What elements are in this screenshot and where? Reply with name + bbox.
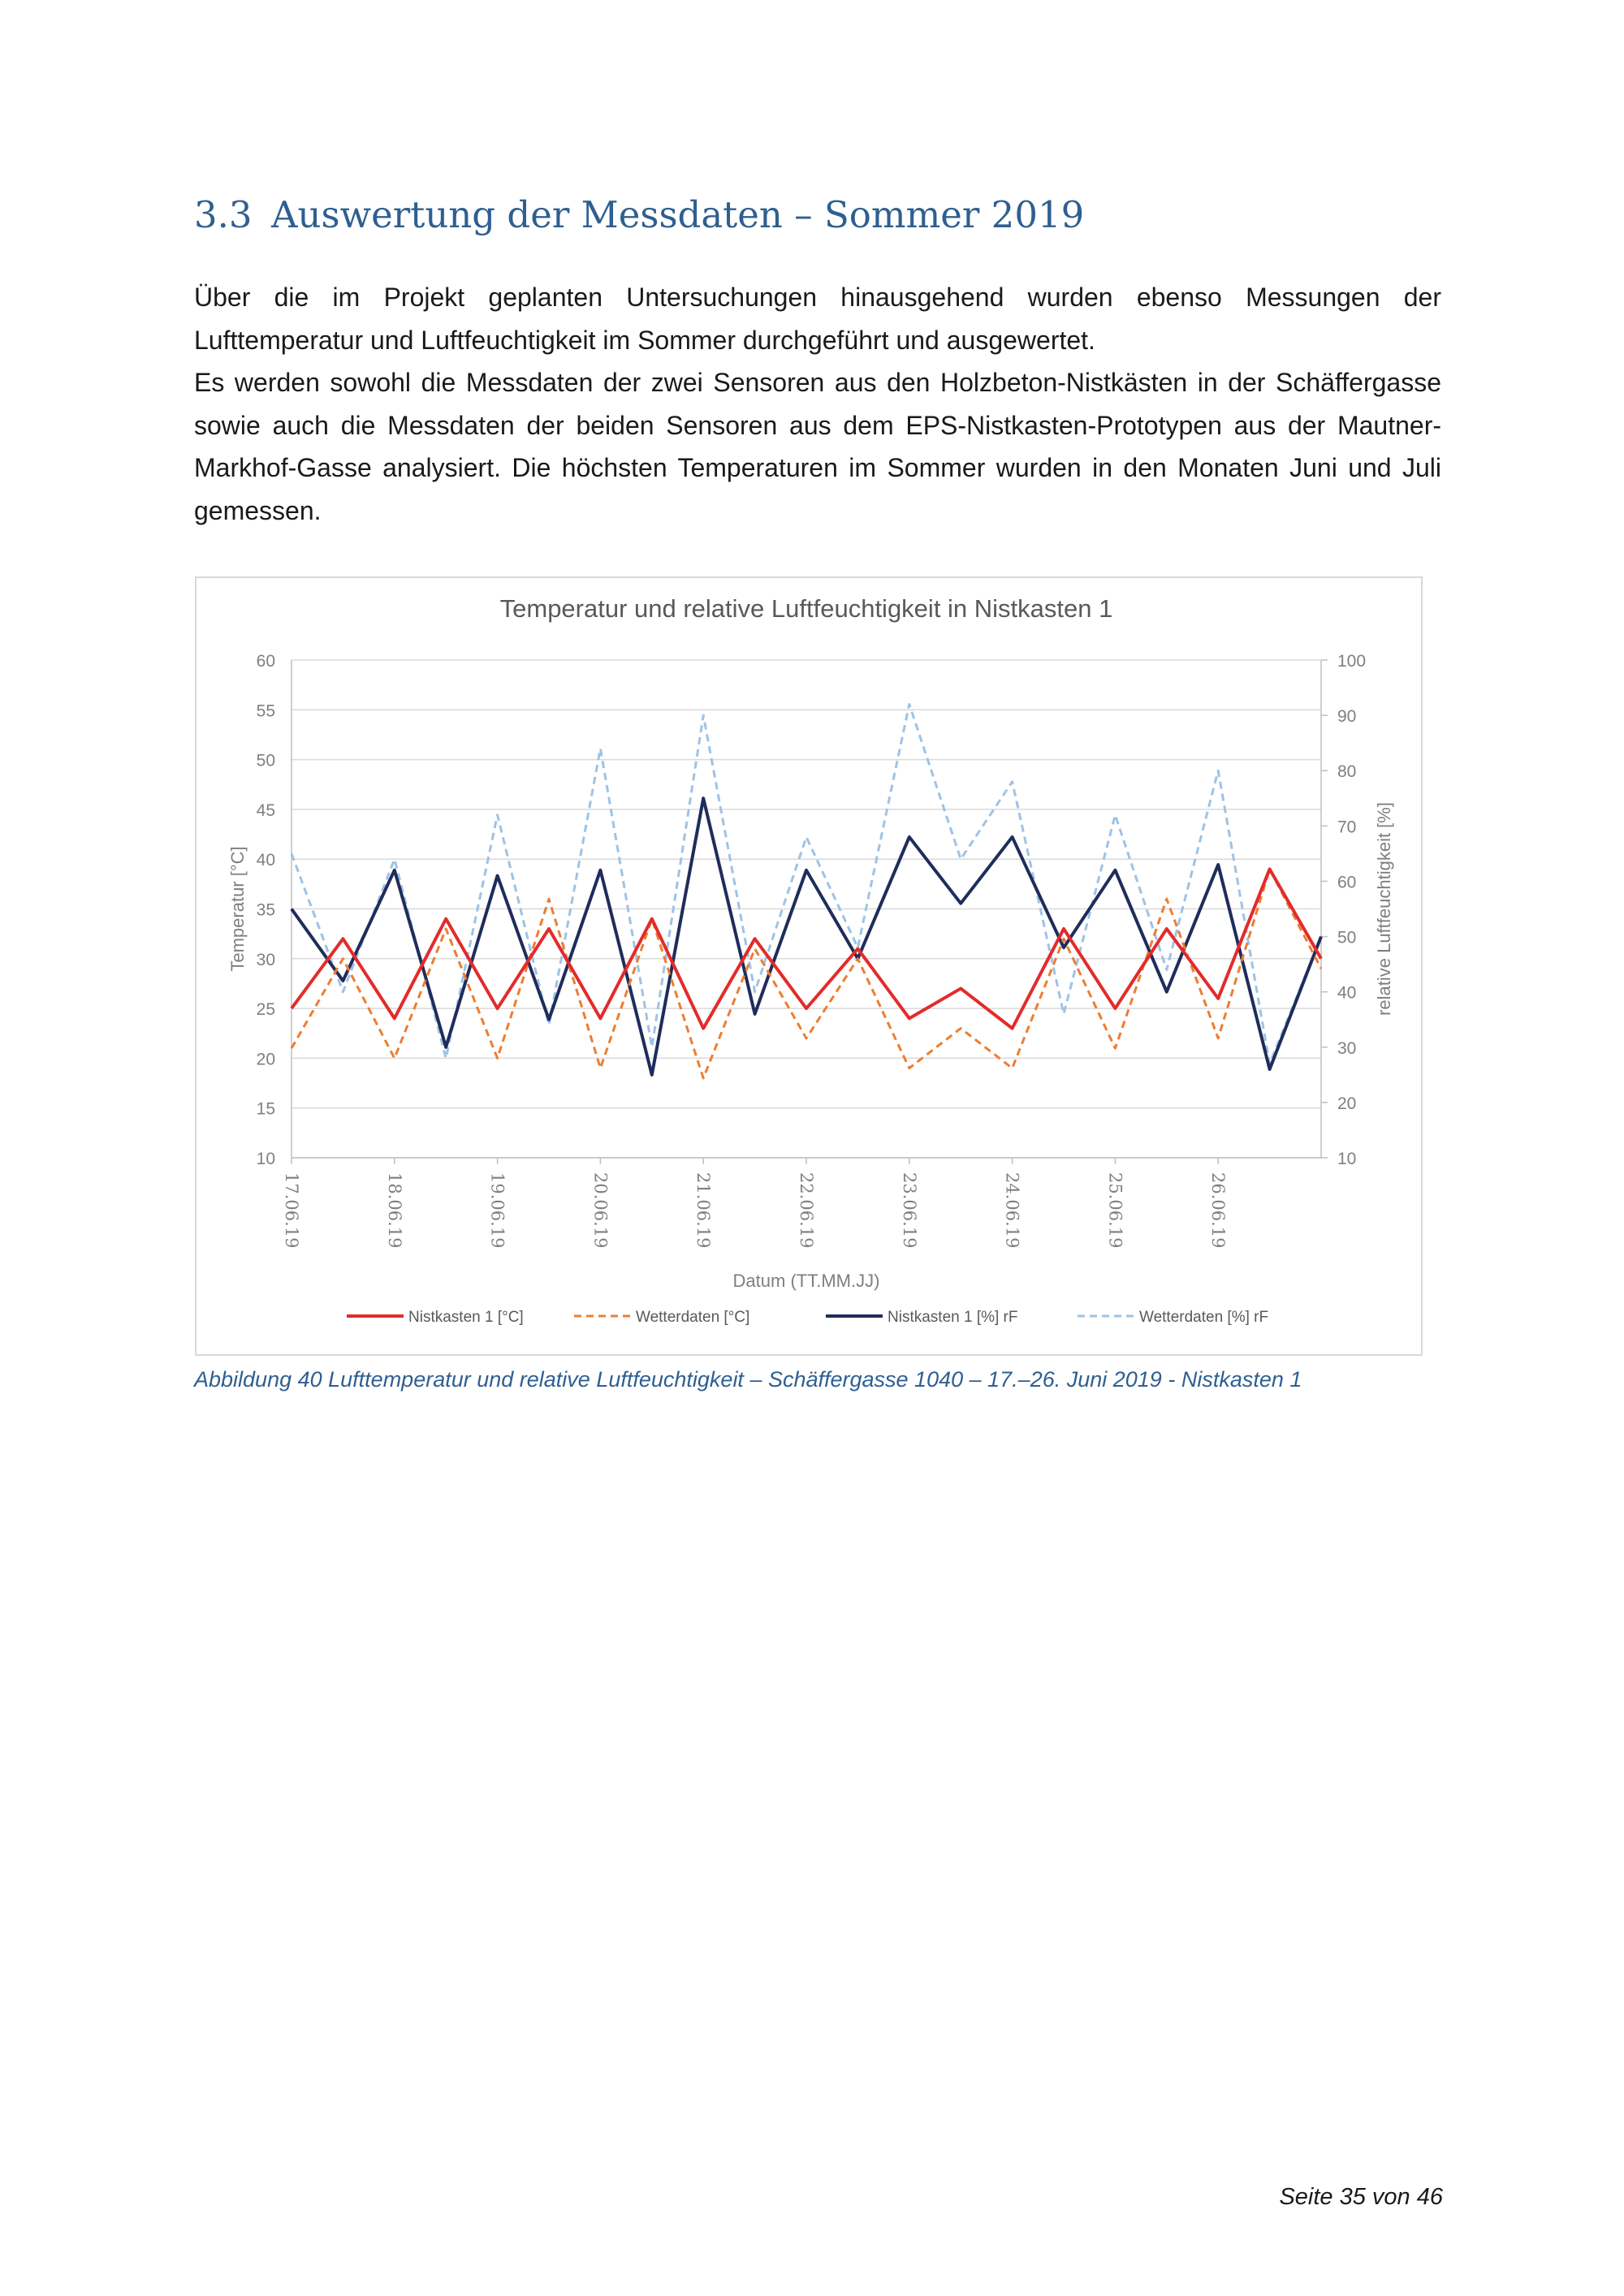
y-tick-label: 60 [256,652,275,671]
x-tick-label: 23.06.19 [899,1172,919,1249]
y-tick-label: 55 [256,701,275,721]
y-tick-label: 25 [256,1000,275,1020]
section-number: 3.3 [194,193,253,236]
chart-title: Temperatur und relative Luftfeuchtigkeit in Nistkasten 1 [499,594,1113,623]
y2-axis-label: relative Luftfeuchtigkeit [%] [1374,802,1394,1016]
paragraph-2: Es werden sowohl die Messdaten der zwei Sensoren aus den Holzbeton-Nistkästen in der Schäffergasse sowie auch die Messdaten der beiden Sensoren aus dem EPS-Nistkasten-Prototypen aus der Mautner-Markhof-Gasse analysiert. Die höchsten Temperaturen im Sommer wurden in den Monaten Juni und Juli gemessen. [194,368,1441,525]
y2-tick-label: 20 [1337,1094,1357,1113]
temperature-humidity-chart [197,578,1421,1354]
y-tick-label: 45 [256,801,275,820]
x-tick-label: 19.06.19 [487,1172,508,1249]
y-tick-label: 30 [256,950,275,969]
x-tick-label: 20.06.19 [590,1172,611,1249]
y2-tick-label: 90 [1337,707,1357,727]
y2-tick-label: 60 [1337,873,1357,892]
y2-tick-label: 40 [1337,983,1357,1003]
x-tick-label: 17.06.19 [282,1172,301,1249]
legend-label: Nistkasten 1 [%] rF [888,1309,1018,1326]
paragraph-1: Über die im Projekt geplanten Untersuchungen hinausgehend wurden ebenso Messungen der Lufttemperatur und Luftfeuchtigkeit im Sommer durchgeführt und ausgewertet. [194,283,1441,355]
legend-label: Nistkasten 1 [°C] [408,1309,524,1326]
y2-tick-label: 70 [1337,818,1357,837]
section-title: Auswertung der Messdaten – Sommer 2019 [271,193,1085,236]
y2-tick-label: 30 [1337,1038,1357,1058]
section-heading [194,193,1084,236]
y-tick-label: 10 [256,1150,275,1168]
x-tick-label: 22.06.19 [797,1172,816,1249]
y-tick-label: 40 [256,851,275,870]
page-number: Seite 35 von 46 [1279,2184,1443,2210]
y2-tick-label: 80 [1337,762,1357,782]
legend-label: Wetterdaten [%] rF [1139,1309,1269,1326]
x-tick-label: 26.06.19 [1208,1172,1229,1249]
y2-tick-label: 100 [1337,652,1367,671]
x-tick-label: 25.06.19 [1105,1172,1125,1249]
y2-tick-label: 10 [1337,1150,1357,1168]
series-line-1 [292,869,1321,1028]
y-tick-label: 20 [256,1050,275,1069]
legend-label: Wetterdaten [°C] [636,1309,750,1326]
x-tick-label: 18.06.19 [384,1172,404,1249]
y-tick-label: 15 [256,1099,275,1119]
y2-tick-label: 50 [1337,928,1357,947]
figure-caption: Abbildung 40 Lufttemperatur und relative Luftfeuchtigkeit – Schäffergasse 1040 – 17.–26. Juni 2019 - Nistkasten 1 [194,1367,1302,1392]
x-tick-label: 24.06.19 [1002,1172,1022,1249]
x-axis-label: Datum (TT.MM.JJ) [732,1271,880,1291]
x-tick-label: 21.06.19 [693,1172,714,1249]
y-axis-label: Temperatur [°C] [227,846,248,972]
y-tick-label: 50 [256,751,275,770]
chart-frame [195,576,1423,1356]
y-tick-label: 35 [256,900,275,920]
